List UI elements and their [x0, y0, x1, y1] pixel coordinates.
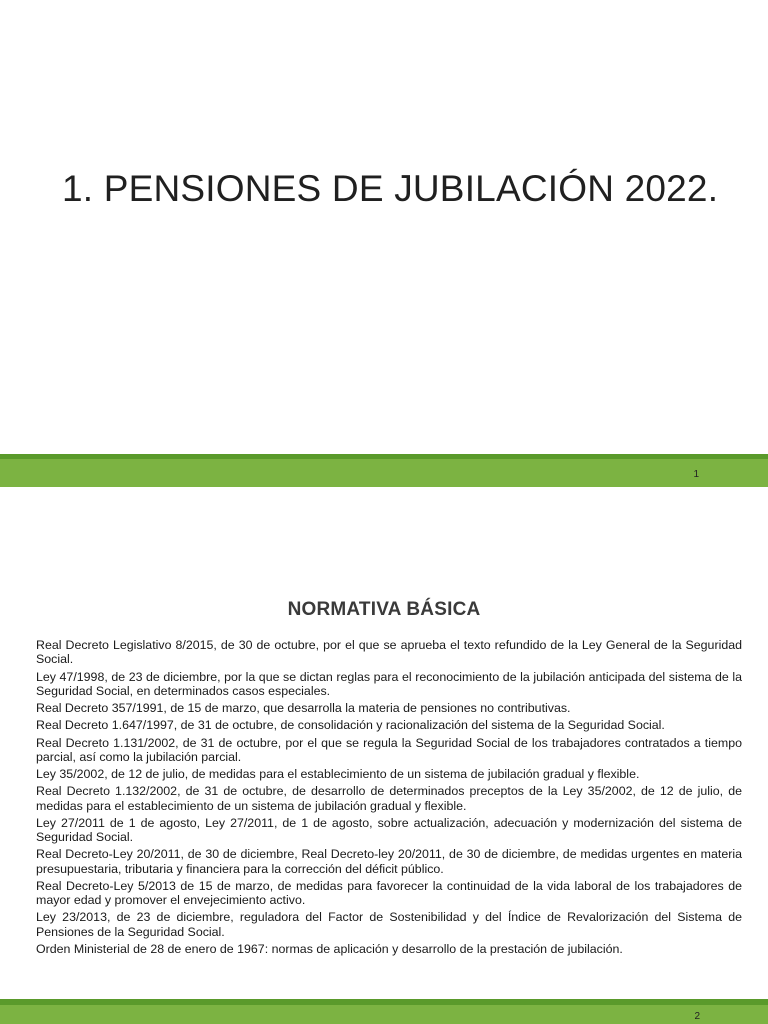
footer-bar — [0, 454, 768, 487]
list-item: Ley 27/2011 de 1 de agosto, Ley 27/2011, de 1 de agosto, sobre actualización, adecuación y modernización del sistema de Seguridad Social. — [36, 815, 742, 845]
slide-2 — [0, 487, 768, 1024]
list-item: Real Decreto-Ley 20/2011, de 30 de diciembre, Real Decreto-ley 20/2011, de 30 de diciembre, de medidas urgentes en materia presupuestaria, tributaria y financiera para la corrección del déficit público. — [36, 847, 742, 876]
list-item: Real Decreto-Ley 5/2013 de 15 de marzo, de medidas para favorecer la continuidad de la vida laboral de los trabajadores de mayor edad y promover el envejecimiento activo. — [36, 878, 742, 908]
list-item: Real Decreto 1.647/1997, de 31 de octubre, de consolidación y racionalización del sistema de la Seguridad Social. — [36, 718, 665, 733]
footer-bar-band — [0, 1005, 768, 1024]
list-item: Ley 35/2002, de 12 de julio, de medidas para el establecimiento de un sistema de jubilación gradual y flexible. — [36, 767, 640, 782]
footer-bar-band — [0, 459, 768, 487]
page-number: 2 — [694, 1011, 700, 1022]
footer-bar — [0, 999, 768, 1024]
regulation-list — [36, 638, 742, 959]
page-number: 1 — [693, 469, 699, 480]
list-item: Ley 23/2013, de 23 de diciembre, reguladora del Factor de Sostenibilidad y del Índice de Revalorización del Sistema de Pensiones de la Seguridad Social. — [36, 910, 742, 939]
list-item: Ley 47/1998, de 23 de diciembre, por la que se dictan reglas para el reconocimiento de la jubilación anticipada del sistema de la Seguridad Social, en determinados casos especiales. — [36, 669, 742, 698]
slide-1 — [0, 0, 768, 487]
list-item: Real Decreto 357/1991, de 15 de marzo, que desarrolla la materia de pensiones no contributivas. — [36, 701, 571, 715]
list-item: Real Decreto 1.132/2002, de 31 de octubre, de desarrollo de determinados preceptos de la Ley 35/2002, de 12 de julio, de medidas para el establecimiento de un sistema de jubilación gradual y flexible. — [36, 784, 742, 813]
list-item: Orden Ministerial de 28 de enero de 1967: normas de aplicación y desarrollo de la prestación de jubilación. — [36, 941, 623, 956]
slide-title: 1. PENSIONES DE JUBILACIÓN 2022. — [62, 168, 719, 209]
list-item: Real Decreto 1.131/2002, de 31 de octubre, por el que se regula la Seguridad Social de los trabajadores contratados a tiempo parcial, así como la jubilación parcial. — [36, 735, 742, 764]
list-item: Real Decreto Legislativo 8/2015, de 30 de octubre, por el que se aprueba el texto refundido de la Ley General de la Seguridad Social. — [36, 638, 742, 667]
section-heading: NORMATIVA BÁSICA — [287, 599, 481, 620]
